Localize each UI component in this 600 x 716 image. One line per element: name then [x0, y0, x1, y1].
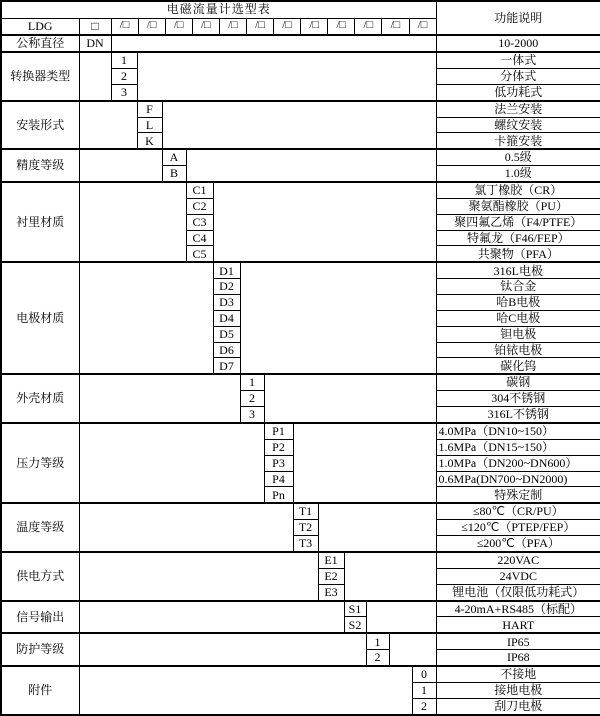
- code-cell: P3: [264, 455, 293, 471]
- desc-cell: 特氟龙（F46/FEP）: [436, 230, 600, 246]
- category-label: 精度等级: [1, 149, 79, 182]
- desc-cell: 0.6MPa(DN700~DN2000): [436, 471, 600, 487]
- desc-cell: IP68: [436, 650, 600, 666]
- code-cell: D7: [213, 358, 240, 374]
- desc-cell: 不接地: [436, 666, 600, 682]
- model-slot: /□: [165, 19, 192, 35]
- trailing-span: [111, 35, 436, 52]
- code-cell: A: [162, 149, 186, 165]
- code-cell: D1: [213, 262, 240, 278]
- desc-cell: 氯丁橡胶（CR）: [436, 182, 600, 198]
- leading-span: [79, 262, 213, 374]
- model-box: □: [79, 18, 111, 35]
- trailing-span: [213, 182, 436, 262]
- desc-cell: ≤200℃（PFA）: [436, 536, 600, 552]
- desc-cell: 316L不锈钢: [436, 407, 600, 423]
- code-cell: 1: [111, 52, 137, 68]
- code-cell: D6: [213, 342, 240, 358]
- desc-cell: 0.5级: [436, 149, 600, 165]
- desc-cell: 螺纹安装: [436, 117, 600, 133]
- code-cell: 1: [240, 374, 264, 390]
- code-cell: Pn: [264, 487, 293, 503]
- code-cell: DN: [79, 35, 111, 52]
- model-slot: /□: [192, 19, 219, 35]
- category-label: 温度等级: [1, 503, 79, 552]
- trailing-span: [293, 423, 436, 503]
- code-cell: C4: [186, 230, 213, 246]
- desc-cell: IP65: [436, 633, 600, 649]
- code-cell: T2: [293, 520, 318, 536]
- code-cell: 2: [240, 391, 264, 407]
- model-slot: /□: [273, 19, 300, 35]
- desc-cell: 聚四氟乙烯（F4/PTFE）: [436, 214, 600, 230]
- desc-cell: 碳钢: [436, 374, 600, 390]
- code-cell: B: [162, 166, 186, 182]
- desc-cell: 哈B电极: [436, 295, 600, 311]
- desc-cell: 聚氨酯橡胶（PU）: [436, 198, 600, 214]
- trailing-span: [366, 601, 436, 634]
- code-cell: P4: [264, 471, 293, 487]
- category-label: 防护等级: [1, 633, 79, 666]
- code-cell: S1: [344, 601, 366, 617]
- trailing-span: [186, 149, 436, 182]
- leading-span: [79, 423, 264, 503]
- model-slot: /□: [219, 19, 246, 35]
- model-slots-cell: [111, 18, 436, 35]
- leading-span: [79, 101, 137, 150]
- leading-span: [79, 374, 240, 423]
- model-prefix: LDG: [1, 18, 79, 35]
- desc-cell: ≤80℃（CR/PU）: [436, 503, 600, 519]
- desc-cell: 10-2000: [436, 35, 600, 52]
- category-label: 电极材质: [1, 262, 79, 374]
- code-cell: L: [137, 117, 162, 133]
- code-cell: 2: [412, 698, 436, 715]
- leading-span: [79, 601, 344, 634]
- desc-cell: 4-20mA+RS485（标配）: [436, 601, 600, 617]
- leading-span: [79, 182, 186, 262]
- leading-span: [79, 552, 318, 601]
- trailing-span: [318, 503, 436, 552]
- desc-cell: 共聚物（PFA）: [436, 246, 600, 262]
- desc-cell: 304不锈钢: [436, 391, 600, 407]
- category-label: 公称直径: [1, 35, 79, 52]
- desc-cell: 316L电极: [436, 262, 600, 278]
- desc-cell: 特殊定制: [436, 487, 600, 503]
- code-cell: C1: [186, 182, 213, 198]
- code-cell: C3: [186, 214, 213, 230]
- leading-span: [79, 666, 412, 715]
- model-slot: /□: [327, 19, 354, 35]
- page-title: 电磁流量计选型表: [1, 1, 436, 18]
- code-cell: T3: [293, 536, 318, 552]
- model-slot: /□: [381, 19, 408, 35]
- code-cell: 2: [111, 68, 137, 84]
- desc-cell: 哈C电极: [436, 310, 600, 326]
- trailing-span: [162, 101, 436, 150]
- desc-cell: 1.0级: [436, 166, 600, 182]
- code-cell: E3: [318, 584, 344, 600]
- desc-cell: 法兰安装: [436, 101, 600, 117]
- code-cell: 2: [366, 650, 389, 666]
- desc-cell: 24VDC: [436, 568, 600, 584]
- model-slot: /□: [300, 19, 327, 35]
- desc-cell: HART: [436, 617, 600, 633]
- desc-cell: 低功耗式: [436, 84, 600, 100]
- desc-cell: 钛合金: [436, 279, 600, 295]
- code-cell: D3: [213, 295, 240, 311]
- leading-span: [79, 52, 111, 101]
- code-cell: E2: [318, 568, 344, 584]
- desc-cell: 1.0MPa（DN200~DN600）: [436, 455, 600, 471]
- desc-cell: 一体式: [436, 52, 600, 68]
- category-label: 附件: [1, 666, 79, 715]
- code-cell: C2: [186, 198, 213, 214]
- code-cell: E1: [318, 552, 344, 568]
- model-slot: /□: [246, 19, 273, 35]
- desc-cell: 分体式: [436, 68, 600, 84]
- code-cell: 1: [366, 633, 389, 649]
- category-label: 衬里材质: [1, 182, 79, 262]
- desc-cell: ≤120℃（PTEP/FEP）: [436, 520, 600, 536]
- code-cell: D5: [213, 326, 240, 342]
- category-label: 供电方式: [1, 552, 79, 601]
- category-label: 信号输出: [1, 601, 79, 634]
- code-cell: D2: [213, 279, 240, 295]
- desc-column-header: 功能说明: [436, 1, 600, 35]
- code-cell: 1: [412, 683, 436, 699]
- category-label: 外壳材质: [1, 374, 79, 423]
- category-label: 安装形式: [1, 101, 79, 150]
- desc-cell: 钽电极: [436, 326, 600, 342]
- desc-cell: 1.6MPa（DN15~150）: [436, 439, 600, 455]
- desc-cell: 铂铱电极: [436, 342, 600, 358]
- trailing-span: [344, 552, 436, 601]
- leading-span: [79, 633, 366, 666]
- code-cell: S2: [344, 617, 366, 633]
- trailing-span: [264, 374, 436, 423]
- code-cell: P2: [264, 439, 293, 455]
- desc-cell: 碳化钨: [436, 358, 600, 374]
- desc-cell: 刮刀电极: [436, 698, 600, 715]
- code-cell: D4: [213, 310, 240, 326]
- desc-cell: 锂电池（仅限低功耗式）: [436, 584, 600, 600]
- code-cell: P1: [264, 423, 293, 439]
- model-slot: /□: [119, 19, 130, 32]
- code-cell: 3: [111, 84, 137, 100]
- leading-span: [79, 503, 293, 552]
- category-label: 转换器类型: [1, 52, 79, 101]
- code-cell: 3: [240, 407, 264, 423]
- model-slots: [112, 19, 436, 35]
- code-cell: 0: [412, 666, 436, 682]
- desc-cell: 卡箍安装: [436, 133, 600, 149]
- code-cell: F: [137, 101, 162, 117]
- model-slot: /□: [138, 19, 165, 35]
- trailing-span: [389, 633, 436, 666]
- code-cell: T1: [293, 503, 318, 519]
- category-label: 压力等级: [1, 423, 79, 503]
- leading-span: [79, 149, 162, 182]
- trailing-span: [137, 52, 436, 101]
- desc-cell: 4.0MPa（DN10~150）: [436, 423, 600, 439]
- desc-cell: 接地电极: [436, 683, 600, 699]
- desc-cell: 220VAC: [436, 552, 600, 568]
- code-cell: C5: [186, 246, 213, 262]
- trailing-span: [240, 262, 436, 374]
- code-cell: K: [137, 133, 162, 149]
- model-slot: /□: [409, 19, 436, 35]
- model-slot: /□: [354, 19, 381, 35]
